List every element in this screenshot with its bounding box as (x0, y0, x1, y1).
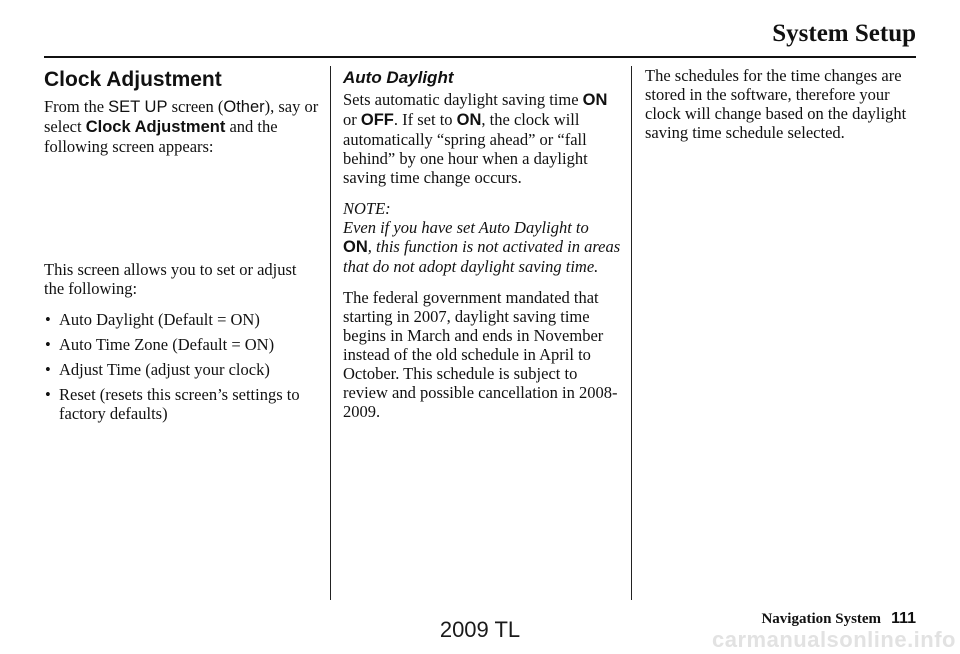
list-item: • Auto Daylight (Default = ON) (44, 310, 320, 329)
auto-daylight-paragraph (343, 90, 621, 187)
column-clock-adjustment (44, 66, 320, 429)
page-title: System Setup (772, 20, 916, 47)
watermark: carmanualsonline.info (712, 627, 956, 652)
intro-paragraph (44, 97, 320, 156)
page-number: 111 (891, 610, 916, 627)
schedules-paragraph: The schedules for the time changes are stored in the software, therefore your clock will change based on the daylight saving time schedule selected. (645, 66, 907, 142)
on-term: ON (456, 111, 482, 129)
on-term: ON (582, 91, 608, 109)
column-divider (330, 66, 331, 600)
column-auto-daylight (343, 66, 621, 433)
text: or (343, 110, 361, 129)
model-label: 2009 TL (439, 617, 521, 642)
text: Even if you have set Auto Daylight to (343, 218, 589, 237)
text: , the clock will automatically “spring ahead” or “fall behind” by one hour when a daylight saving time change occurs. (343, 110, 588, 187)
note-block (343, 199, 621, 276)
text: , this function is not activated in areas that do not adopt daylight saving time. (343, 237, 621, 276)
screen-image-placeholder (44, 168, 320, 260)
list-item: • Reset (resets this screen’s settings to factory defaults) (44, 385, 320, 423)
text: screen ( (167, 97, 224, 116)
settings-list (44, 310, 320, 423)
on-term: ON (343, 238, 368, 256)
clock-adjustment-term: Clock Adjustment (85, 118, 226, 136)
federal-mandate-paragraph: The federal government mandated that starting in 2007, daylight saving time begins in March and ends in November instead of the old schedule in April to October. This schedule is subject to review and possible cancellation in 2008-2009. (343, 288, 618, 421)
text: and the following screen appears: (44, 117, 278, 156)
text: ), say or select (44, 97, 319, 136)
list-item: • Auto Time Zone (Default = ON) (44, 335, 320, 354)
column-schedules (645, 66, 925, 154)
text: . If set to (393, 110, 457, 129)
text: Sets automatic daylight saving time (343, 90, 583, 109)
off-term: OFF (360, 111, 394, 129)
text: From the (44, 97, 109, 116)
footer-section-name: Navigation System (761, 611, 882, 627)
list-item: • Adjust Time (adjust your clock) (44, 360, 320, 379)
section-heading-auto-daylight: Auto Daylight (343, 68, 454, 87)
settings-intro-paragraph: This screen allows you to set or adjust the following: (44, 260, 297, 298)
note-label: NOTE: (343, 199, 391, 218)
header-rule (44, 56, 916, 58)
column-divider (631, 66, 632, 600)
setup-term: SET UP (108, 98, 168, 116)
other-term: Other (223, 98, 265, 116)
section-heading-clock-adjustment: Clock Adjustment (44, 68, 222, 91)
